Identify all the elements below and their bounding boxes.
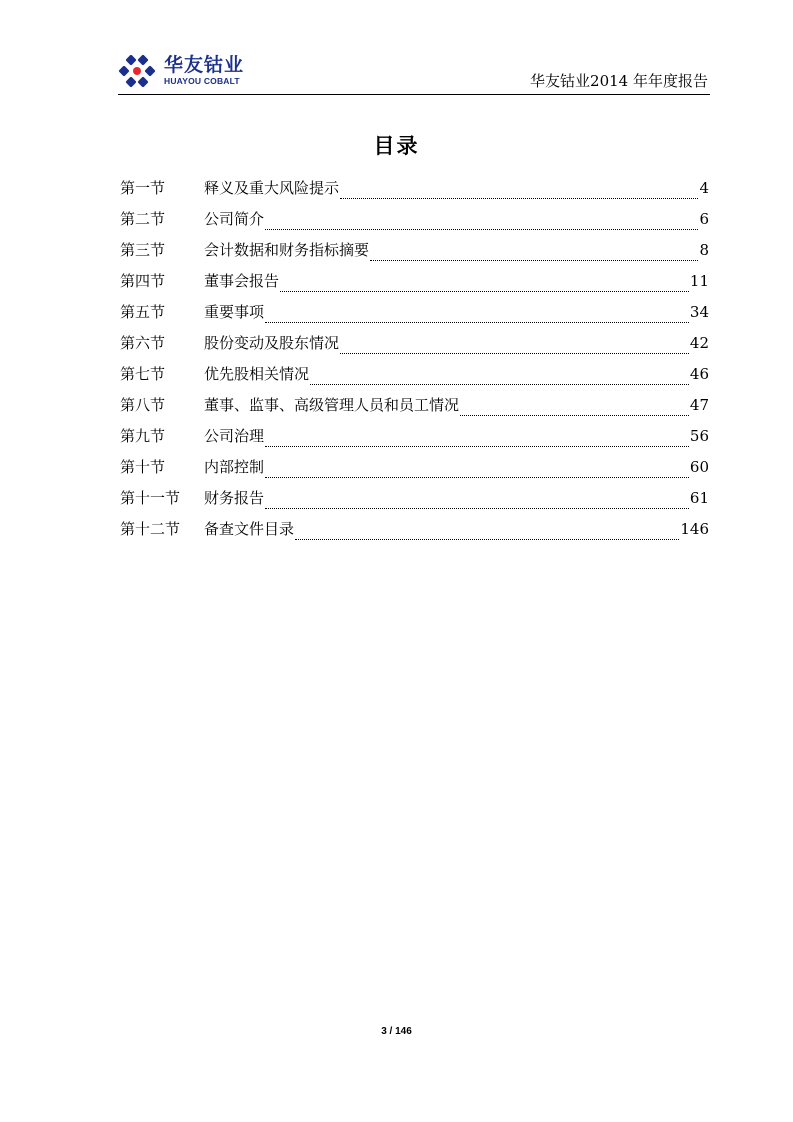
toc-section-title: 内部控制 bbox=[204, 458, 265, 476]
toc-entry[interactable] bbox=[120, 420, 709, 451]
toc-section-number: 第四节 bbox=[120, 272, 166, 290]
toc-section-title: 股份变动及股东情况 bbox=[204, 334, 340, 352]
toc-section-number: 第八节 bbox=[120, 396, 166, 414]
toc-page-number: 8 bbox=[699, 240, 709, 259]
company-logo bbox=[118, 54, 244, 88]
toc-page-number: 6 bbox=[699, 209, 709, 228]
dot-leader bbox=[265, 493, 689, 509]
dot-leader bbox=[265, 214, 698, 230]
toc-section-title: 优先股相关情况 bbox=[204, 365, 310, 383]
toc-section-number: 第一节 bbox=[120, 179, 166, 197]
dot-leader bbox=[265, 307, 689, 323]
page-footer-indicator: 3 / 146 bbox=[381, 1026, 412, 1037]
toc-section-title: 重要事项 bbox=[204, 303, 265, 321]
toc-entry[interactable] bbox=[120, 234, 709, 265]
toc-section-number: 第九节 bbox=[120, 427, 166, 445]
dot-leader bbox=[340, 183, 698, 199]
toc-page-number: 4 bbox=[699, 178, 709, 197]
toc-page-number: 56 bbox=[689, 426, 709, 445]
toc-page-number: 47 bbox=[689, 395, 709, 414]
dot-leader bbox=[295, 524, 679, 540]
toc-entry[interactable] bbox=[120, 172, 709, 203]
toc-entry[interactable] bbox=[120, 389, 709, 420]
toc-section-title: 会计数据和财务指标摘要 bbox=[204, 241, 370, 259]
dot-leader bbox=[370, 245, 698, 261]
dot-leader bbox=[460, 400, 689, 416]
toc-page-number: 46 bbox=[689, 364, 709, 383]
toc-section-title: 董事、监事、高级管理人员和员工情况 bbox=[204, 396, 460, 414]
dot-leader bbox=[265, 462, 689, 478]
toc-section-title: 备查文件目录 bbox=[204, 520, 295, 538]
toc-section-title: 释义及重大风险提示 bbox=[204, 179, 340, 197]
toc-entry[interactable] bbox=[120, 265, 709, 296]
dot-leader bbox=[265, 431, 689, 447]
toc-entry[interactable] bbox=[120, 327, 709, 358]
toc-section-number: 第五节 bbox=[120, 303, 166, 321]
toc-page-number: 42 bbox=[689, 333, 709, 352]
toc-section-number: 第三节 bbox=[120, 241, 166, 259]
toc-entry[interactable] bbox=[120, 203, 709, 234]
toc-section-title: 公司治理 bbox=[204, 427, 265, 445]
toc-entry[interactable] bbox=[120, 358, 709, 389]
logo-english-name: HUAYOU COBALT bbox=[164, 76, 240, 87]
toc-page-number: 61 bbox=[689, 488, 709, 507]
huayou-logo-icon bbox=[118, 55, 160, 87]
toc-section-number: 第七节 bbox=[120, 365, 166, 383]
toc-section-title: 公司简介 bbox=[204, 210, 265, 228]
toc-entry[interactable] bbox=[120, 451, 709, 482]
toc-page-number: 146 bbox=[680, 519, 709, 538]
toc-page-number: 11 bbox=[689, 271, 709, 290]
page-header bbox=[118, 52, 710, 95]
logo-chinese-name: 华友钴业 bbox=[164, 54, 245, 77]
dot-leader bbox=[340, 338, 689, 354]
toc-entry[interactable] bbox=[120, 513, 709, 544]
toc-section-number: 第十节 bbox=[120, 458, 166, 476]
toc-section-title: 董事会报告 bbox=[204, 272, 280, 290]
toc-section-number: 第二节 bbox=[120, 210, 166, 228]
toc-entry[interactable] bbox=[120, 296, 709, 327]
toc-section-number: 第十一节 bbox=[120, 489, 181, 507]
toc-section-number: 第六节 bbox=[120, 334, 166, 352]
toc-page-number: 34 bbox=[689, 302, 709, 321]
toc-page-number: 60 bbox=[689, 457, 709, 476]
toc-entry[interactable] bbox=[120, 482, 709, 513]
toc-section-title: 财务报告 bbox=[204, 489, 265, 507]
dot-leader bbox=[280, 276, 689, 292]
table-of-contents bbox=[120, 172, 709, 544]
toc-section-number: 第十二节 bbox=[120, 520, 181, 538]
dot-leader bbox=[310, 369, 689, 385]
toc-heading: 目录 bbox=[373, 133, 420, 158]
report-title: 华友钴业2014 年年度报告 bbox=[530, 72, 708, 90]
